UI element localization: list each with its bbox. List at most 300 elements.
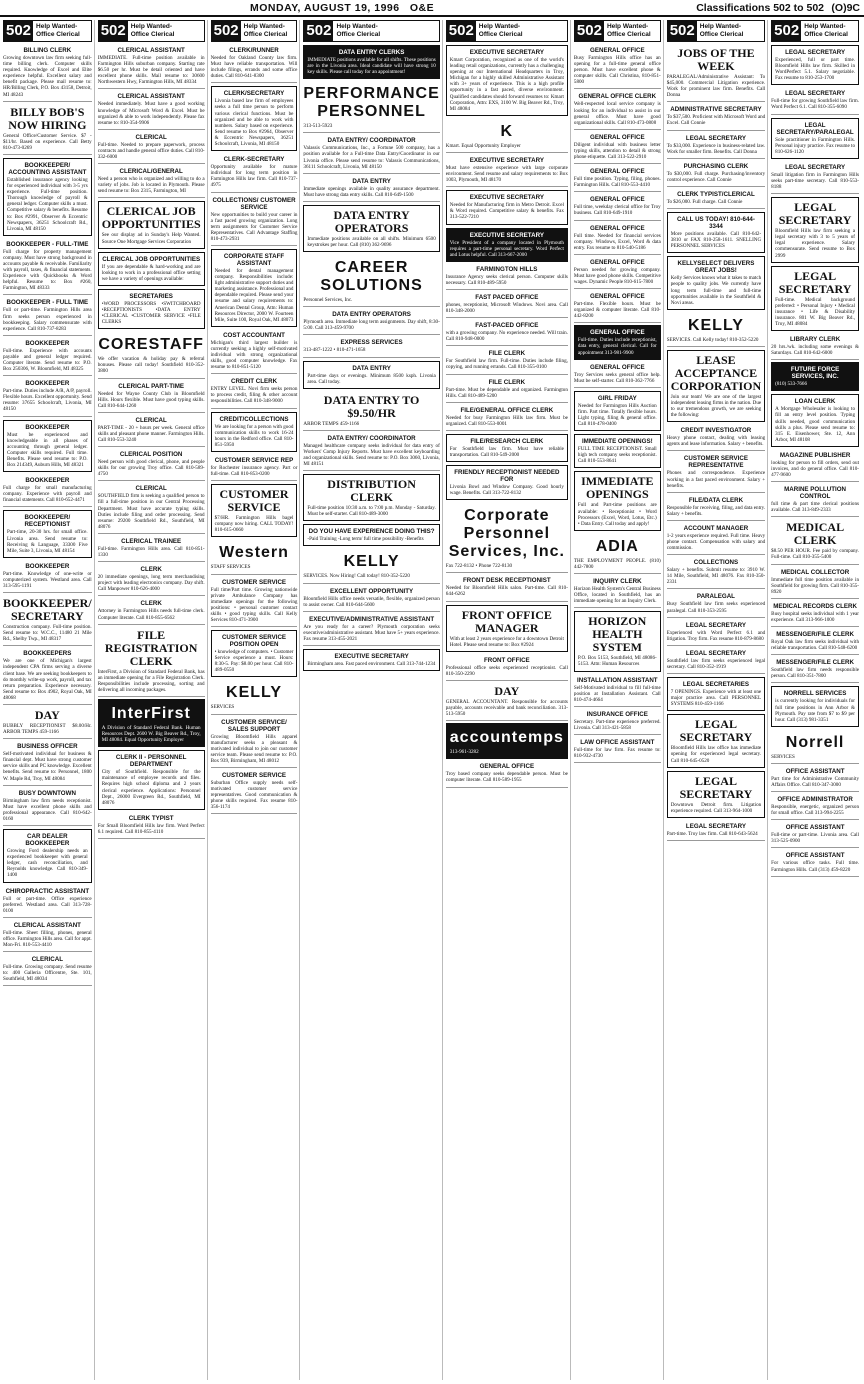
ad-body: Attorney in Farmington Hills needs full-time clerk. Computer literate. Call 810-855-6562 xyxy=(97,608,205,621)
ad-title: MEDICAL CLERK xyxy=(786,520,845,548)
ad-title: CLERICAL ASSISTANT xyxy=(13,921,81,929)
ad-body: Needed for Manufacturing firm in Metro Detroit. Excel & Word required. Competitive salary & benefits. Fax 313-522-7210 xyxy=(449,202,564,221)
ad-title: CLERICAL xyxy=(135,133,167,141)
classified-ad xyxy=(98,564,205,596)
classified-ad xyxy=(667,161,765,187)
section-header xyxy=(574,20,661,42)
classified-ad xyxy=(211,770,298,814)
ad-title: EXCELLENT OPPORTUNITY xyxy=(329,587,414,595)
classified-ad xyxy=(211,577,298,628)
section-header xyxy=(771,20,859,42)
ad-body: Personnel Services, Inc. xyxy=(303,297,353,304)
ad-body: Full time/Part time. Growing nationwide private Ambulance Company has immediate openings for the following positions: • personal customer contact skills • good typing skills. Call Kelly Services 810-471-3900 xyxy=(210,586,298,623)
classified-ad xyxy=(211,45,298,83)
ad-title: OFFICE ASSISTANT xyxy=(785,824,845,832)
ad-body: Diligent individual with business letter typing skills, attention to detail & strong phone etiquette. Call 313-522-2910 xyxy=(573,141,661,161)
ad-body: Livonia Bowl and Window Company. Good hourly wage. Benefits. Call 313-722-8132 xyxy=(449,484,564,497)
ad-body: Established insurance agency looking for experienced individual with 3-5 yrs experience. Full-time position. Thorough knowledge of payroll & general ledger. Computer skills a must. Competitive salary & benefits. Resume to: Box #2991, Observer & Eccentric Newspapers, 36251 Schoolcraft Rd., Livonia, MI 48150 xyxy=(7,176,88,232)
ad-title: BOOKKEEPER - FULL TIME xyxy=(6,299,89,307)
classified-ad xyxy=(446,119,568,153)
classified-ad xyxy=(771,794,859,820)
classified-column xyxy=(211,20,301,1380)
ad-body: •WORD PROCESSORS •SWITCHBOARD •RECEPTIONISTS •DATA ENTRY •CLERICAL •CUSTOMER SERVICE •FILE CLERKS xyxy=(101,300,201,326)
classified-ad xyxy=(3,297,92,335)
classified-column xyxy=(667,20,768,1380)
advertiser-logo: Norrell xyxy=(785,733,845,751)
ad-body: IMMEDIATE. Full-time position available in Farmington Hills suburban company. Starting rate $6.50 per hr. Must be detail oriented and have excellent phone skills. Mail resume to: 30600 Northwestern Hwy, Farmington Hills, MI 48334 xyxy=(97,55,205,86)
section-number: 502 xyxy=(4,21,33,41)
classified-ad xyxy=(98,449,205,481)
ad-body: SERVICES. Call Kelly today! 810-352-5220 xyxy=(666,336,759,343)
classified-ad xyxy=(574,257,661,289)
classified-ad xyxy=(211,540,298,574)
classified-ad xyxy=(446,503,568,573)
ad-title: CORPORATE STAFF ASSISTANT xyxy=(223,252,285,267)
ad-body: Full charge for small manufacturing company. Experience with payroll and financial statements. Call 810-652-4471 xyxy=(3,485,92,504)
classified-ad xyxy=(667,591,765,617)
ad-title: BOOKKEEPER/ SECRETARY xyxy=(3,596,92,624)
ad-title: PURCHASING CLERK xyxy=(683,162,749,170)
classified-ad xyxy=(303,361,439,389)
ad-title: BOOKKEEPER xyxy=(25,380,70,388)
classified-ad xyxy=(211,249,298,327)
ad-body: Part-time. Flexible hours. Must be organized & computer literate. Call 810-442-8200 xyxy=(573,301,661,320)
classified-column xyxy=(98,20,208,1380)
ad-title: OFFICE ASSISTANT xyxy=(785,767,845,775)
section-number: 502 xyxy=(447,21,476,41)
ad-title: PARALEGAL xyxy=(696,593,735,601)
ad-title: FILE/RESEARCH CLERK xyxy=(470,437,544,445)
classified-ad xyxy=(574,291,661,323)
classified-ad xyxy=(3,788,92,826)
ad-title: GENERAL OFFICE xyxy=(590,363,645,371)
classified-ad xyxy=(771,197,859,262)
ad-title: BILLY BOB'S NOW HIRING xyxy=(8,104,87,132)
ad-title: CREDIT/COLLECTIONS xyxy=(219,415,289,423)
classified-ad xyxy=(771,822,859,848)
classified-ad xyxy=(211,630,298,677)
classified-ad xyxy=(446,228,568,262)
classified-ad xyxy=(446,292,568,318)
section-number: 502 xyxy=(668,21,697,41)
classified-ad xyxy=(303,392,439,431)
ad-title: FAST PACED OFFICE xyxy=(475,293,539,301)
section-number: 502 xyxy=(575,21,604,41)
ad-title: CALL US TODAY! 810-644-3344 xyxy=(676,216,755,231)
classified-ad xyxy=(98,415,205,447)
ad-body: Opportunity available for mature individual for long term position in Farmington Hills law firm. Call 810-737-4975 xyxy=(210,164,298,189)
classified-ad xyxy=(771,450,859,482)
classified-ad xyxy=(211,717,298,768)
ad-title: FARMINGTON HILLS xyxy=(476,265,538,273)
ad-body: Must have extensive experience with large corporate environment. Send resume and salary requirements to: Box 1003, Plymouth, MI 48170 xyxy=(445,164,568,184)
classified-ad xyxy=(303,205,439,252)
ad-body: Professional office seeks experienced receptionist. Call 810-350-2290 xyxy=(445,664,568,677)
ad-body: Busy Farmington Hills office has an opening for a full-time general office person. Must have excellent phone & computer skills. Call Christina, 810-851-5800 xyxy=(573,55,661,86)
ad-body: Bloomfield Hills office needs versatile, flexible, organized person to assist owner. Call 810-644-5600 xyxy=(303,595,440,608)
section-header xyxy=(3,20,92,42)
ad-title: DATA ENTRY/ COORDINATOR xyxy=(327,434,416,442)
classified-ad xyxy=(771,850,859,876)
classified-ad xyxy=(303,135,439,173)
ad-body: Full-time or part-time. Livonia area. Call 313-525-0900 xyxy=(771,832,859,845)
classified-ad xyxy=(303,255,439,307)
ad-title: LEGAL SECRETARY xyxy=(778,200,852,228)
ad-title: FILE REGISTRATION CLERK xyxy=(104,627,198,668)
classified-ad xyxy=(303,649,439,671)
classified-ad xyxy=(3,475,92,507)
ad-title: CLERK II - PERSONNEL DEPARTMENT xyxy=(115,754,187,769)
ad-body: Suburban Office supply needs self-motivated customer service representatives. Good communication & phone skills required. Fax resume 810-356-1174 xyxy=(210,780,298,811)
ad-body: THE EMPLOYMENT PEOPLE. (810) 442-7800 xyxy=(573,557,661,570)
classified-ad xyxy=(446,683,568,721)
classified-ad xyxy=(98,91,205,129)
ad-title: CLERICAL/GENERAL xyxy=(119,168,183,176)
newspaper-masthead xyxy=(0,0,864,17)
classified-ad xyxy=(574,132,661,164)
ad-title: DATA ENTRY OPERATORS xyxy=(332,311,411,319)
classified-ad xyxy=(3,829,92,882)
ad-body: Valassis Communications, Inc., a Fortune 500 company, has a position available for a Full-time Data Entry/Coordinator in our Livonia office. Please send resume to: Valassis Communications, 36111 Schoolcraft, Livonia, MI 48150 xyxy=(303,145,440,170)
ad-title: COLLECTIONS xyxy=(693,559,739,567)
classified-ad xyxy=(771,484,859,517)
ad-body: Full-time. Medical background preferred: • Personal Injury • Medical insurance • Life & Disability insurance. 801 W. Big Beaver Rd., Troy, MI 48084 xyxy=(775,296,855,327)
classified-ad xyxy=(211,86,298,151)
classified-ad xyxy=(211,455,298,481)
ad-body: Growing Ford dealership needs an experienced bookkeeper with general ledger, cash reconciliation, and Reynolds knowledge. Call 810-349-1400 xyxy=(7,848,88,879)
ad-body: PART-TIME - 20 + hours per week. General office skills and pleasant phone manner. Farmington Hills. Call 810-553-3240 xyxy=(97,424,205,443)
ad-title: ACCOUNT MANAGER xyxy=(683,524,749,532)
classified-ad xyxy=(771,766,859,792)
ad-title: FILE/DATA CLERK xyxy=(688,496,744,504)
ad-body: Full-time. Sheet filling, phones, general office. Farmington Hills area. Call for appt. Mon-Fri. 810-553-4410 xyxy=(3,929,92,948)
ad-body: For Southfield law firm. Full-time. Duties include filing, copying, and running errands. Call 810-355-0100 xyxy=(445,358,568,371)
ad-title: EXECUTIVE SECRETARY xyxy=(469,231,544,239)
ad-title: EXECUTIVE/ADMINISTRATIVE ASSISTANT xyxy=(309,615,435,623)
section-title xyxy=(33,21,83,41)
ad-body: Horizon Health System's Central Business Office, located in Southfield, has an immediate opening for an Inquiry Clerk. xyxy=(573,586,661,605)
classified-ad xyxy=(446,575,568,601)
ad-body: Michigan's third largest builder is currently seeking a highly self-motivated individual with strong organizational skills, good computer knowledge. Fax resume to 810-851-5120 xyxy=(210,339,298,371)
section-title xyxy=(128,21,178,41)
ad-body: See our display ad in Sunday's Help Wanted. Source One Mortgage Services Corporation xyxy=(101,232,201,245)
ad-title: BOOKKEEPER - FULL-TIME xyxy=(6,240,89,248)
classified-ad xyxy=(303,337,439,357)
classified-ad xyxy=(667,771,765,818)
ad-title: OFFICE ASSISTANT xyxy=(785,852,845,860)
ad-title: CLERICAL ASSISTANT xyxy=(117,93,185,101)
classified-ad xyxy=(446,655,568,681)
classified-ad xyxy=(3,561,92,593)
ad-title: CUSTOMER SERVICE REPRESENTATIVE xyxy=(683,455,748,470)
ad-body: BUBBLY RECEPTIONIST $8.00/Hr. ARBOR TEMPS 459-1166 xyxy=(3,723,92,736)
ad-body: IMMEDIATE positions available for all shifts. These positions are in the Livonia area. Ideal candidate will have strong 10 key skills. Please call today for an appointment! xyxy=(307,57,436,76)
section-title-line: Office Clerical xyxy=(130,30,175,38)
ad-title: CLERK xyxy=(140,600,162,608)
classified-ad xyxy=(667,648,765,674)
ad-title: HORIZON HEALTH SYSTEM xyxy=(588,614,647,655)
ad-body: Secretary. Part-time experience preferred. Livonia. Call 313-421-5858 xyxy=(573,718,661,731)
ad-title: CAR DEALER BOOKKEEPER xyxy=(25,833,70,848)
ad-title: CLERK-SECRETARY xyxy=(223,156,285,164)
ad-title: LAW OFFICE ASSISTANT xyxy=(580,738,655,746)
ad-title: IMMEDIATE OPENINGS! xyxy=(581,438,653,446)
ad-body: is currently looking for individuals for full time positions in Ann Arbor & Plymouth. Pay rate from $7 to $9 per hour. Call (313) 981-3351 xyxy=(775,698,855,723)
classified-ad xyxy=(303,309,439,335)
ad-title: LEGAL SECRETARY xyxy=(785,49,846,56)
ad-title: DATA ENTRY OPERATORS xyxy=(333,207,410,235)
ad-title: GENERAL OFFICE xyxy=(479,763,535,771)
ad-title: LOAN CLERK xyxy=(794,398,836,406)
ad-title: LEGAL SECRETARY xyxy=(778,268,852,296)
ad-body: (810) 533-7666 xyxy=(775,381,808,388)
ad-title: LEGAL SECRETARY xyxy=(785,90,846,98)
classified-ad xyxy=(667,425,765,451)
ad-title: CLERICAL POSITION xyxy=(119,451,183,459)
classified-ad xyxy=(574,534,661,574)
ad-body: Responsible for receiving, filing, and data entry. Salary + benefits. xyxy=(666,504,766,517)
section-title-line: Office Clerical xyxy=(699,30,744,38)
ad-body: Managed healthcare company seeks individual for data entry of Workers' Comp Injury Reports. Must have excellent keyboarding and organizational skills. Send resume to: P.O. Box 3060, Livonia, MI 48151 xyxy=(303,442,440,468)
ad-title: EXECUTIVE SECRETARY xyxy=(469,156,544,164)
classified-ad xyxy=(771,601,859,627)
ad-body: GENERAL ACCOUNTANT. Responsible for accounts payable, accounts receivable and bank reconciliation. 313-513-5950 xyxy=(445,698,568,718)
ad-body: Part-time, 20-30 hrs. for small office. Livonia area. Send resume to: Receiving & Language, 33300 Five Mile, Suite 3, Livonia, MI 48154 xyxy=(7,529,88,554)
ad-body: Full-time for growing Southfield law firm. Word Perfect 6.1. Call 810-355-6090 xyxy=(771,98,859,111)
advertiser-logo: ADIA xyxy=(595,537,639,555)
classified-ad xyxy=(3,104,92,155)
ad-body: PARALEGAL/Administrative Assistant: To $45,000. Commercial Litigation experience. Work for prominent law firm. Benefits. Call Donna xyxy=(666,74,766,99)
ad-body: • knowledge of computers. • Customer Service experience a must. Hours: 8:30-5. Pay: $8.00 per hour. Call 810-489-0550 xyxy=(214,649,294,674)
ad-body: Experienced with Word Perfect 6.1 and litigation. Troy firm. Fax resume 810-879-8680 xyxy=(666,629,766,642)
classified-ad xyxy=(3,239,92,296)
classified-ad xyxy=(98,45,205,89)
ad-body: A Mortgage Wholesaler is looking to fill an entry level position. Typing skills needed, good communication skills a plus. Please send resume to: 315 E. Eisenhower, Ste. 12, Ann Arbor, MI 48108 xyxy=(775,406,855,443)
ad-title: GENERAL OFFICE xyxy=(590,224,645,232)
classified-ad xyxy=(574,611,661,671)
ad-title: DATA ENTRY xyxy=(352,177,391,185)
ad-body: We are looking for a person with good communication skills to work 16-24 hours in the Redford office. Call 810-851-5950 xyxy=(214,423,294,448)
ad-title: BUSINESS OFFICER xyxy=(17,743,78,751)
classified-ad xyxy=(3,707,92,739)
classified-ad xyxy=(667,453,765,492)
ad-body: If you are dependable & hard-working and are looking to work in a professional office setting we have a variety of openings available: xyxy=(101,263,201,282)
ad-body: $8.50 PER HOUR. Fee paid by company. Full-time. Call 810-355-5400 xyxy=(771,548,859,561)
ad-title: JOBS OF THE WEEK xyxy=(677,46,755,73)
ad-body: Experienced, full or part time. Bloomfield Hills law firm. Skilled in WordPerfect 5.1. Salary negotiable. Fax resume to 810-253-1700 xyxy=(775,57,855,82)
ad-title: CUSTOMER SERVICE xyxy=(219,487,289,515)
classified-ad xyxy=(446,155,568,187)
ad-title: DATA ENTRY CLERKS xyxy=(338,49,405,56)
ad-title: FILE/GENERAL OFFICE CLERK xyxy=(460,406,554,414)
ad-body: Bloomfield Hills law firm seeking a legal secretary with 3 to 5 years of legal experience. Salary commensurate. Send resume to Box 2999 xyxy=(775,228,855,259)
ad-body: To $33,000. Experience in business-related law. Work for smaller firm. Benefits. Call Donna xyxy=(666,142,766,155)
ad-body: For various office tasks. Full time. Farmington Hills. Call (313) 459-8220 xyxy=(771,860,859,873)
ad-body: Immediate positions available on all shifts. Minimum 6500 keystrokes per hour. Call (810) 362-9696 xyxy=(307,235,436,249)
classified-ad xyxy=(667,620,765,646)
ad-body: ARBOR TEMPS 459-1166 xyxy=(303,420,360,427)
advertiser-logo: KELLY xyxy=(343,553,400,571)
ad-title: SECRETARIES xyxy=(129,292,173,300)
ad-body: Kelly Services knows what it takes to match people to quality jobs. We currently have long term full-time and full-time opportunities available in the Southfield & Novi areas. xyxy=(670,275,762,306)
classified-ad xyxy=(667,189,765,209)
classified-ad xyxy=(3,510,92,557)
ad-body: Southfield law firm needs responsible person. Call 810-351-7800 xyxy=(771,667,859,680)
classified-ad xyxy=(667,45,765,102)
ad-body: Full-time for law firm. Fax resume to: 810-932-4730 xyxy=(573,746,661,760)
classified-ad xyxy=(667,104,765,130)
ad-body: We offer vacation & holiday pay & referral bonuses. Please call today! Southfield 810-352-3800 xyxy=(97,356,205,375)
ad-title: BOOKKEEPER/ ACCOUNTING ASSISTANT xyxy=(8,161,87,176)
ad-title: GENERAL OFFICE xyxy=(590,47,645,54)
classified-ad xyxy=(574,91,661,129)
classified-ad xyxy=(771,519,859,564)
ad-body: Full-time position 10:30 a.m. to 7:00 p.m. Monday - Saturday. Must be self-starter. Call 810-489-3000 xyxy=(307,505,436,518)
ad-title: GENERAL OFFICE xyxy=(590,258,645,266)
ad-body: Needed immediately. Must have a good working knowledge of Microsoft Word & Excel. Must be organized & able to work independently. Please fax resume to: 810-354-9906 xyxy=(97,101,205,126)
classified-ad xyxy=(574,325,661,359)
section-number: 502 xyxy=(772,21,801,41)
ad-body: with a growing company. No experience needed. Will train. Call 810-948-0000 xyxy=(445,330,568,343)
section-title xyxy=(333,21,383,41)
ad-title: FRIENDLY RECEPTIONIST NEEDED FOR xyxy=(454,469,560,484)
ad-body: We are one of Michigan's largest independent CPA firms serving a diverse client base. We are seeking bookkeepers to do monthly write-up work, payroll, and tax return preparation. Experience necessary. Send resume to: Box 4902, Royal Oak, MI 48068 xyxy=(3,658,92,701)
ad-body: General Office/Customer Service. $7 - $11/hr. Based on experience. Call Betty 810-473-0269 xyxy=(3,132,92,151)
ad-body: For Southfield law firm. Must have reliable transportation. Call 810-549-2000 xyxy=(449,445,564,458)
section-title-line: Help Wanted- xyxy=(243,23,285,30)
classified-ad xyxy=(667,212,765,253)
section-title-line: Office Clerical xyxy=(478,30,523,38)
ad-body: 20 hrs./wk. including some evenings & Saturdays. Call 810-642-6000 xyxy=(771,344,859,357)
ad-title: CUSTOMER SERVICE POSITION OPEN xyxy=(221,634,287,649)
classified-ad xyxy=(574,675,661,707)
section-title-line: Help Wanted- xyxy=(606,23,649,30)
ad-title: IMMEDIATE OPENINGS xyxy=(581,474,654,502)
ad-title: LEGAL SECRETARY xyxy=(685,822,746,830)
masthead-date: MONDAY, AUGUST 19, 1996 xyxy=(250,1,400,14)
classified-ad xyxy=(98,699,205,747)
ad-title: LEASE ACCEPTANCE CORPORATION xyxy=(670,352,762,393)
classified-ad xyxy=(98,483,205,534)
masthead-page-number: (O)9C xyxy=(831,1,860,14)
ad-body: FULL TIME RECEPTIONIST. Small high tech company seeks receptionist. Call 810-553-8641 xyxy=(577,446,657,465)
ad-title: COLLECTIONS/ CUSTOMER SERVICE xyxy=(212,196,296,211)
ad-title: BOOKKEEPERS xyxy=(23,650,72,658)
ad-title: GENERAL OFFICE CLERK xyxy=(578,93,657,101)
ad-body: Full time. Needed for financial services company. Windows, Excel, Word & data entry. Fax resume to 810-540-5186 xyxy=(573,232,661,251)
ad-body: Full time, weekday clerical office for Troy business. Call 810-649-1910 xyxy=(573,204,661,217)
masthead-section: Classifications 502 to 502 xyxy=(696,1,824,14)
classified-ad xyxy=(303,614,439,646)
section-title-line: Office Clerical xyxy=(36,30,80,38)
ad-body: Kmart Corporation, recognized as one of the world's leading retail organizations, currently has a challenging opening at our International Headquarters in Troy, Michigan for a highly skilled Administrative Assistant with 3+ years of experience. This is a high profile opportunity in a fast paced, diverse environment. Qualified candidates should forward resumes to: Kmart Corporation, Attn: EXS, 3100 W. Big Beaver Rd., Troy, MI 48084 xyxy=(449,57,564,112)
section-header xyxy=(667,20,765,42)
classified-ad xyxy=(771,266,859,331)
ad-body: Plymouth area. Immediate long term assignments. Day shift, 8:30-5:00. Call 313-459-9700 xyxy=(303,319,440,332)
ad-title: EXECUTIVE SECRETARY xyxy=(469,194,544,202)
ad-title: DAY xyxy=(494,683,520,698)
classified-ad xyxy=(771,394,859,447)
ad-title: CLERK/SECRETARY xyxy=(223,90,285,98)
ad-body: Part time for Administrative Community Affairs Office. Call 810-347-3000 xyxy=(771,775,859,788)
ad-body: Growing downtown law firm seeking full-time billing clerk. Computer skills required. Knowledge of Excel and Elite experience helpful. Excellent salary and benefit package. Please mail resume to: HR/Billing Clerk, P.O. Box 43158, Detroit, MI 48243 xyxy=(3,55,92,98)
ad-body: SERVICES xyxy=(771,753,795,760)
section-title-line: Help Wanted- xyxy=(478,23,521,30)
classified-ad xyxy=(574,362,661,388)
ad-body: Part-time. Troy law firm. Call 810-643-5624 xyxy=(666,830,758,837)
classified-ad xyxy=(771,686,859,726)
classified-ad xyxy=(446,264,568,290)
classified-column xyxy=(3,20,95,1380)
classified-ad xyxy=(574,194,661,220)
section-header xyxy=(303,20,439,42)
ad-body: Kmart. Equal Opportunity Employer xyxy=(445,142,521,149)
ad-title: ADMINISTRATIVE SECRETARY xyxy=(670,106,762,114)
classified-ad xyxy=(98,332,205,378)
classified-ad xyxy=(3,595,92,646)
ad-body: Well-respected local service company is looking for an individual to assist in our general office. Must have good organizational skills. Call 810-473-0808 xyxy=(573,101,661,126)
classified-columns xyxy=(3,20,861,1380)
ad-body: A Division of Standard Federal Bank. Human Resources Dept. 2600 W. Big Beaver Rd., Troy, MI 48084. Equal Opportunity Employer xyxy=(101,724,201,744)
advertiser-logo: accountemps xyxy=(449,729,564,747)
ad-title: CLERICAL xyxy=(135,416,167,424)
classified-ad xyxy=(574,223,661,255)
ad-body: 313-513-5923 xyxy=(303,123,333,130)
ad-body: Needed for Farmington Hills Auction firm. Part time. Totally flexible hours. Light typing, filing & general office. Call 810-478-0400 xyxy=(577,402,657,428)
ad-body: To $26,000. Full charge. Call Connie xyxy=(666,198,743,205)
ad-body: Sole practitioner in Farmington Hills. Personal injury practice. Fax resume to 810-626-1120 xyxy=(775,136,855,155)
ad-body: City of Southfield. Responsible for the maintenance of employee records and files. Requires high school diploma and 2 years clerical experience. Applications: Personnel Dept., 26000 Evergreen Rd., Southfield, MI 48076 xyxy=(101,769,201,806)
ad-title: LIBRARY CLERK xyxy=(789,336,841,344)
ad-title: CLERK TYPIST/CLERICAL xyxy=(677,190,755,198)
section-title xyxy=(697,21,747,41)
classified-ad xyxy=(303,45,439,79)
ad-body: Immediate full time position available in Southfield for growing firm. Call 810-355-8920 xyxy=(771,576,859,595)
ad-body: Full-time. Duties include receptionist, data entry, general clerical. Call for appointment 313-981-9900 xyxy=(577,337,657,356)
classified-column xyxy=(303,20,442,1380)
classified-ad xyxy=(771,45,859,85)
classified-ad xyxy=(303,81,439,133)
classified-ad xyxy=(211,412,298,452)
section-title-line: Help Wanted- xyxy=(336,23,378,30)
section-title xyxy=(604,21,654,41)
ad-body: Must be experienced and knowledgeable in all phases of accounting through general ledger. Computer skills required. Full time. Benefits. Please send resume to: P.O. Box 214349, Auburn Hills, MI 48321 xyxy=(7,431,88,469)
ad-title: DATA ENTRY/ COORDINATOR xyxy=(327,137,416,145)
classified-ad xyxy=(98,252,205,286)
ad-body: Responsible, energetic, organized person for small office. Call 313-994-2255 xyxy=(771,804,859,817)
ad-body: P.O. Box 5153, Southfield, MI 48086-5153. Attn: Human Resources xyxy=(577,655,657,668)
ad-title: BOOKKEEPER xyxy=(25,339,70,347)
ad-body: Small litigation firm in Farmington Hills seeks part-time secretary. Call 810-553-8188 xyxy=(771,171,859,191)
ad-body: Growing Bloomfield Hills apparel manufacturer seeks a pleasant & motivated individual to join our customer service team. Please send resume to: P.O. Box 939, Birmingham, MI 48012 xyxy=(210,733,298,764)
ad-title: BILLING CLERK xyxy=(23,47,72,54)
ad-body: Full-time. Experience with accounts payable and general ledger required. Computer literate. Send resume to: P.O. Box 250306, W. Bloomfield, MI 48325 xyxy=(3,347,92,373)
ad-title: OFFICE ADMINISTRATOR xyxy=(777,796,853,804)
classified-ad xyxy=(3,338,92,376)
ad-title: NORRELL SERVICES xyxy=(783,690,847,698)
ad-title: EXECUTIVE SECRETARY xyxy=(334,653,409,660)
ad-body: phones, receptionist, Microsoft Windows. Novi area. Call 810-348-2000 xyxy=(445,301,568,315)
ad-title: CLERK xyxy=(140,566,162,574)
ad-body: Full and Part-time positions are available: • Receptionist • Word Processors (Excel, Word, Lotus, Etc.) • Data Entry. Call today and apply! xyxy=(577,502,657,527)
ad-body: Birmingham law firm needs receptionist. Must have excellent phone skills and professional appearance. Call 810-642-0160 xyxy=(3,797,92,822)
ad-title: EXPRESS SERVICES xyxy=(340,339,403,347)
classified-ad xyxy=(667,714,765,767)
classified-ad xyxy=(446,605,568,652)
classified-ad xyxy=(667,677,765,711)
ad-title: MAGAZINE PUBLISHER xyxy=(779,451,851,459)
ad-title: CLERICAL xyxy=(31,956,63,964)
